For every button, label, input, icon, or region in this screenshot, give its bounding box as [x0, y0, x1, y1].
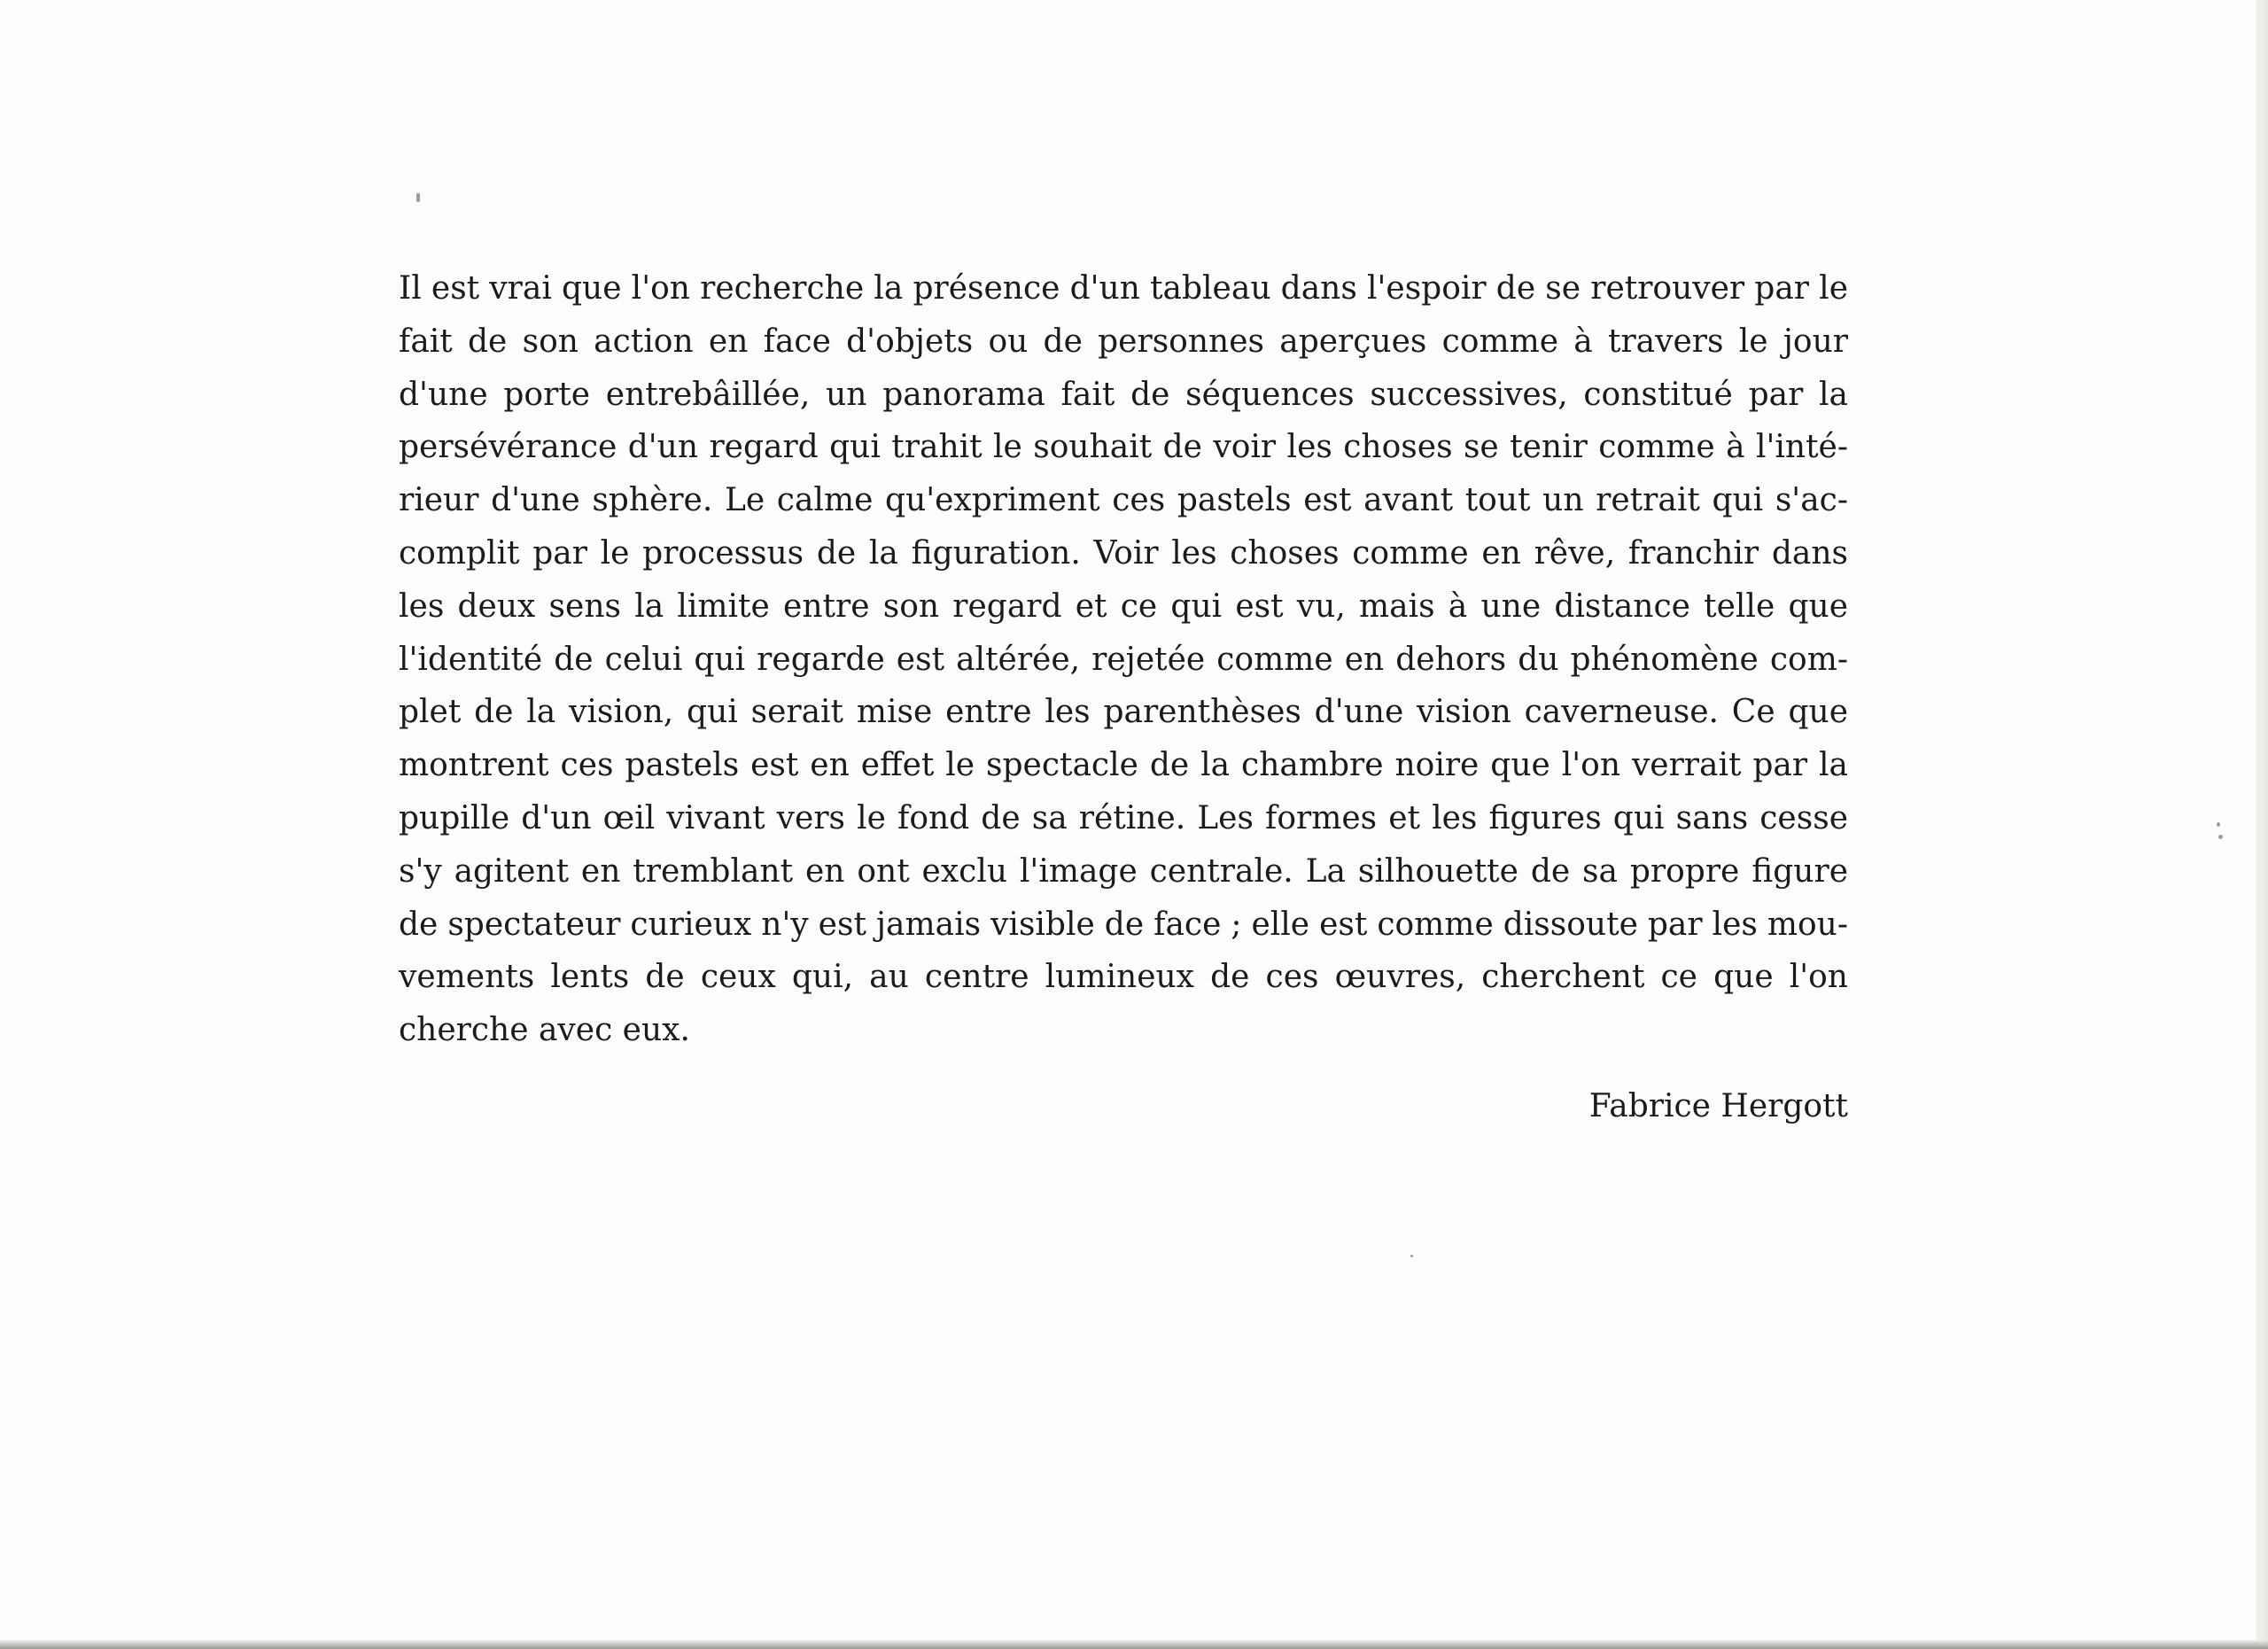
- essay-line: l'identité de celui qui regarde est altérée, rejetée comme en dehors du phénomène com-: [399, 641, 1848, 678]
- essay-line: montrent ces pastels est en effet le spectacle de la chambre noire que l'on verrait par la: [399, 747, 1848, 784]
- essay-line: cherche avec eux.: [399, 1012, 690, 1049]
- essay-line: vements lents de ceux qui, au centre lumineux de ces œuvres, cherchent ce que l'on: [399, 959, 1848, 996]
- essay-line: plet de la vision, qui serait mise entre les parenthèses d'une vision caverneuse. Ce que: [399, 694, 1848, 731]
- author-signature: Fabrice Hergott: [1588, 1088, 1848, 1124]
- paper-speck: [416, 193, 420, 202]
- essay-text: [399, 262, 1848, 1057]
- essay-line: Il est vrai que l'on recherche la présence d'un tableau dans l'espoir de se retrouver par le: [399, 270, 1848, 307]
- essay-line: pupille d'un œil vivant vers le fond de sa rétine. Les formes et les figures qui sans cesse: [399, 799, 1848, 836]
- page-right-edge: [2256, 0, 2268, 1649]
- essay-line: persévérance d'un regard qui trahit le souhait de voir les choses se tenir comme à l'inté-: [399, 429, 1848, 466]
- essay-line: de spectateur curieux n'y est jamais visible de face ; elle est comme dissoute par les mou-: [399, 906, 1848, 943]
- page-bottom-edge: [0, 1640, 2268, 1649]
- essay-line: complit par le processus de la figuration. Voir les choses comme en rêve, franchir dans: [399, 534, 1848, 572]
- paper-speck: [1410, 1255, 1413, 1257]
- essay-line: rieur d'une sphère. Le calme qu'expriment ces pastels est avant tout un retrait qui s'ac-: [399, 482, 1848, 519]
- essay-line: s'y agitent en tremblant en ont exclu l'image centrale. La silhouette de sa propre figure: [399, 852, 1848, 890]
- essay-line: les deux sens la limite entre son regard et ce qui est vu, mais à une distance telle que: [399, 587, 1848, 625]
- paper-speck: [2217, 822, 2220, 827]
- paper-speck: [2218, 835, 2223, 839]
- essay-line: fait de son action en face d'objets ou de personnes aperçues comme à travers le jour: [399, 323, 1848, 360]
- essay-line: d'une porte entrebâillée, un panorama fait de séquences successives, constitué par la: [399, 376, 1848, 413]
